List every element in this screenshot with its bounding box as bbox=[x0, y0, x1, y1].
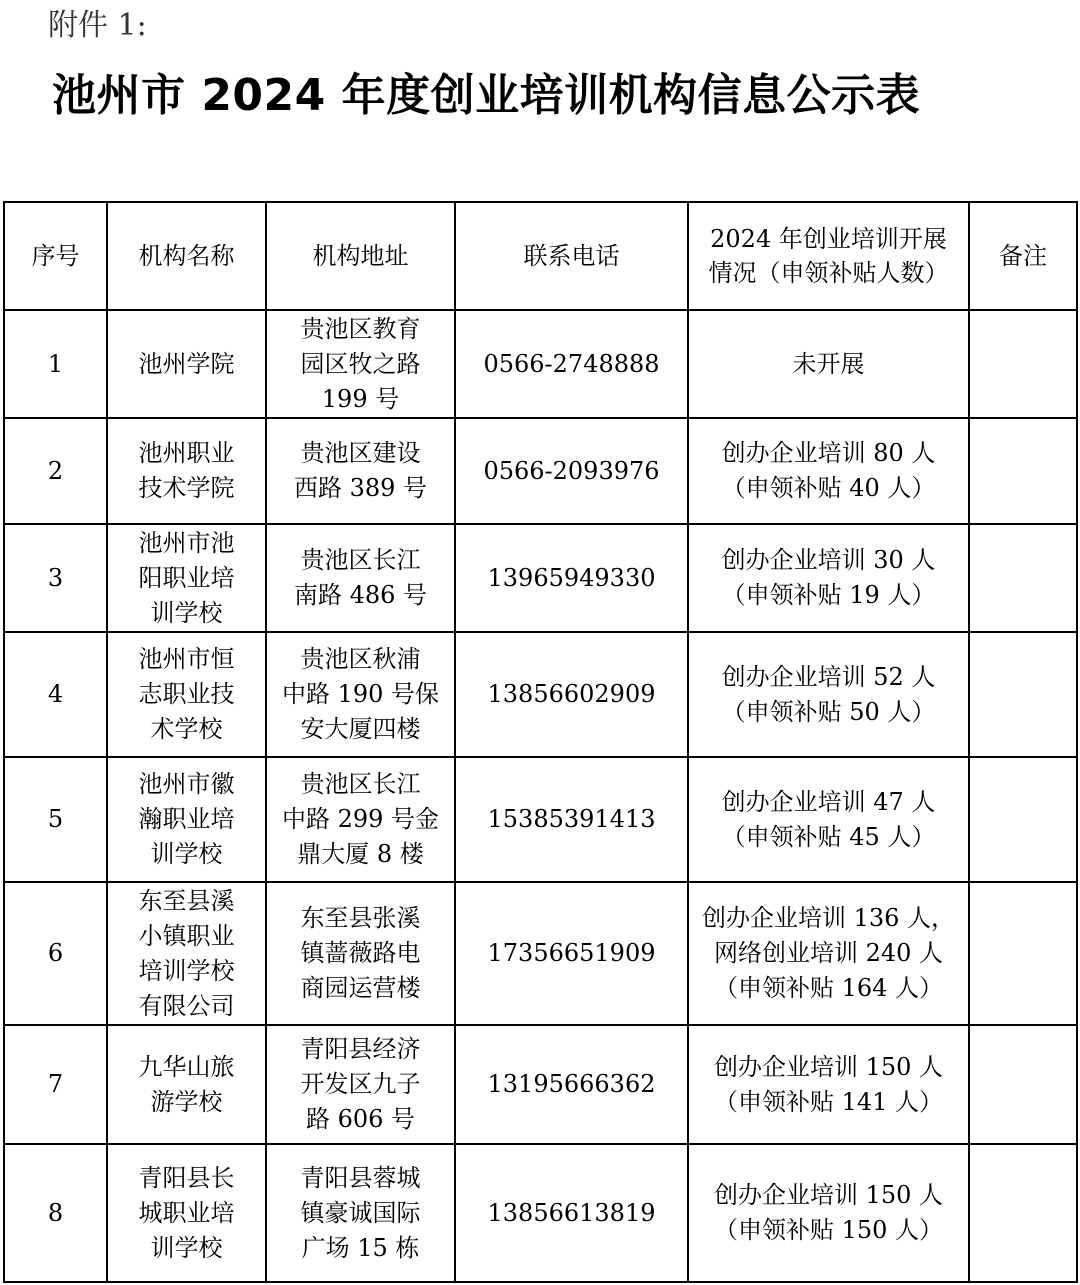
cell-address-line: 东至县张溪 bbox=[300, 904, 421, 932]
cell-address-line: 广场 15 栋 bbox=[301, 1233, 420, 1262]
cell-name bbox=[107, 882, 266, 1025]
cell-phone: 15385391413 bbox=[455, 757, 688, 882]
table-row bbox=[4, 418, 1077, 524]
cell-seq: 8 bbox=[4, 1144, 107, 1282]
header-name: 机构名称 bbox=[107, 202, 266, 310]
cell-name-line: 技术学院 bbox=[138, 474, 235, 502]
cell-address-line: 贵池区教育 bbox=[300, 314, 421, 343]
cell-note bbox=[969, 524, 1077, 632]
cell-note bbox=[969, 418, 1077, 524]
cell-status-line: （申领补贴 45 人） bbox=[721, 822, 936, 851]
cell-status-line: （申领补贴 40 人） bbox=[721, 474, 936, 502]
cell-address bbox=[266, 418, 455, 524]
cell-name bbox=[107, 418, 266, 524]
cell-address-line: 镇蔷薇路电 bbox=[300, 939, 421, 967]
cell-name-line: 城职业培 bbox=[138, 1198, 235, 1227]
cell-status bbox=[688, 1144, 969, 1282]
cell-name-line: 池州市恒 bbox=[138, 645, 235, 673]
cell-address bbox=[266, 1025, 455, 1144]
header-phone: 联系电话 bbox=[455, 202, 688, 310]
cell-address-line: 镇豪诚国际 bbox=[300, 1198, 421, 1227]
table-row bbox=[4, 1144, 1077, 1282]
cell-seq: 4 bbox=[4, 632, 107, 757]
cell-address-line: 贵池区长江 bbox=[300, 770, 421, 798]
cell-address-line: 安大厦四楼 bbox=[300, 715, 421, 743]
cell-seq: 5 bbox=[4, 757, 107, 882]
cell-name-line: 志职业技 bbox=[138, 680, 235, 708]
cell-note bbox=[969, 1144, 1077, 1282]
cell-status-line: 创办企业培训 47 人 bbox=[721, 787, 936, 816]
cell-phone: 0566-2748888 bbox=[455, 310, 688, 418]
table-row bbox=[4, 310, 1077, 418]
cell-status-line: （申领补贴 150 人） bbox=[713, 1216, 944, 1244]
institution-table bbox=[3, 201, 1078, 1283]
cell-status bbox=[688, 632, 969, 757]
table-row bbox=[4, 757, 1077, 882]
cell-address-line: 贵池区长江 bbox=[300, 546, 421, 574]
cell-status-line: （申领补贴 50 人） bbox=[721, 697, 936, 726]
cell-status bbox=[688, 524, 969, 632]
cell-status bbox=[688, 882, 969, 1025]
cell-name bbox=[107, 524, 266, 632]
cell-address-line: 青阳县经济 bbox=[300, 1035, 421, 1063]
cell-address-line: 青阳县蓉城 bbox=[300, 1163, 421, 1192]
header-note: 备注 bbox=[969, 202, 1077, 310]
table-row bbox=[4, 632, 1077, 757]
cell-address-line: 开发区九子 bbox=[300, 1070, 421, 1098]
cell-address-line: 西路 389 号 bbox=[293, 474, 428, 502]
cell-seq: 2 bbox=[4, 418, 107, 524]
cell-name bbox=[107, 632, 266, 757]
cell-address bbox=[266, 310, 455, 418]
cell-status-line: 创办企业培训 150 人 bbox=[713, 1181, 944, 1209]
table-body bbox=[4, 310, 1077, 1282]
cell-seq: 3 bbox=[4, 524, 107, 632]
cell-name bbox=[107, 1144, 266, 1282]
cell-seq: 7 bbox=[4, 1025, 107, 1144]
cell-status-line: （申领补贴 164 人） bbox=[713, 974, 944, 1002]
cell-name-line: 池州市池 bbox=[138, 528, 235, 557]
table-row bbox=[4, 882, 1077, 1025]
cell-status bbox=[688, 1025, 969, 1144]
cell-name-line: 池州职业 bbox=[138, 439, 235, 467]
cell-phone: 13195666362 bbox=[455, 1025, 688, 1144]
cell-name-line: 瀚职业培 bbox=[138, 805, 235, 833]
cell-note bbox=[969, 882, 1077, 1025]
cell-name-line: 九华山旅 bbox=[138, 1052, 235, 1081]
cell-name-line: 游学校 bbox=[150, 1087, 223, 1116]
cell-status bbox=[688, 418, 969, 524]
cell-address-line: 鼎大厦 8 楼 bbox=[297, 840, 424, 868]
cell-phone: 17356651909 bbox=[455, 882, 688, 1025]
cell-address bbox=[266, 524, 455, 632]
cell-name-line: 东至县溪 bbox=[138, 886, 235, 915]
cell-address-line: 南路 486 号 bbox=[293, 581, 428, 609]
cell-seq: 1 bbox=[4, 310, 107, 418]
cell-phone: 13965949330 bbox=[455, 524, 688, 632]
table-row bbox=[4, 1025, 1077, 1144]
header-status bbox=[688, 202, 969, 310]
cell-name-line: 培训学校 bbox=[138, 956, 235, 985]
attachment-label: 附件 1: bbox=[48, 8, 147, 43]
cell-note bbox=[969, 310, 1077, 418]
cell-address bbox=[266, 1144, 455, 1282]
cell-status-line: （申领补贴 19 人） bbox=[721, 581, 936, 609]
header-status-line: 情况（申领补贴人数） bbox=[708, 259, 949, 287]
cell-name bbox=[107, 1025, 266, 1144]
cell-phone: 0566-2093976 bbox=[455, 418, 688, 524]
cell-name-line: 有限公司 bbox=[138, 991, 235, 1020]
cell-name-line: 训学校 bbox=[150, 598, 223, 627]
cell-status-line: 创办企业培训 30 人 bbox=[721, 546, 936, 574]
cell-address-line: 路 606 号 bbox=[305, 1105, 416, 1133]
cell-phone: 13856602909 bbox=[455, 632, 688, 757]
cell-name-line: 阳职业培 bbox=[138, 563, 235, 592]
cell-status-line: 未开展 bbox=[792, 349, 865, 378]
cell-status-line: （申领补贴 141 人） bbox=[713, 1087, 944, 1116]
cell-name-line: 小镇职业 bbox=[138, 921, 235, 950]
cell-phone: 13856613819 bbox=[455, 1144, 688, 1282]
cell-address bbox=[266, 757, 455, 882]
cell-address-line: 中路 190 号保 bbox=[281, 680, 440, 708]
page-title: 池州市 2024 年度创业培训机构信息公示表 bbox=[52, 70, 921, 121]
cell-address-line: 199 号 bbox=[321, 384, 400, 413]
cell-note bbox=[969, 1025, 1077, 1144]
cell-address-line: 商园运营楼 bbox=[300, 974, 421, 1002]
cell-address-line: 贵池区建设 bbox=[300, 439, 421, 467]
cell-name-line: 训学校 bbox=[150, 840, 223, 868]
header-seq: 序号 bbox=[4, 202, 107, 310]
cell-name-line: 池州市徽 bbox=[138, 770, 235, 798]
cell-note bbox=[969, 632, 1077, 757]
cell-name bbox=[107, 310, 266, 418]
cell-status-line: 创办企业培训 52 人 bbox=[721, 662, 936, 691]
cell-status bbox=[688, 757, 969, 882]
cell-address-line: 园区牧之路 bbox=[300, 349, 421, 378]
cell-name-line: 训学校 bbox=[150, 1233, 223, 1262]
cell-name-line: 池州学院 bbox=[138, 349, 235, 378]
cell-name-line: 术学校 bbox=[150, 715, 223, 743]
cell-name bbox=[107, 757, 266, 882]
cell-address bbox=[266, 632, 455, 757]
cell-status-line: 创办企业培训 136 人， bbox=[701, 904, 956, 932]
table-header-row bbox=[4, 202, 1077, 310]
cell-address-line: 中路 299 号金 bbox=[281, 805, 440, 833]
cell-address bbox=[266, 882, 455, 1025]
header-status-line: 2024 年创业培训开展 bbox=[710, 225, 947, 253]
cell-status-line: 创办企业培训 80 人 bbox=[721, 439, 936, 467]
cell-status-line: 创办企业培训 150 人 bbox=[713, 1052, 944, 1081]
cell-name-line: 青阳县长 bbox=[138, 1163, 235, 1192]
header-address: 机构地址 bbox=[266, 202, 455, 310]
cell-status bbox=[688, 310, 969, 418]
cell-status-line: 网络创业培训 240 人 bbox=[713, 939, 944, 967]
cell-note bbox=[969, 757, 1077, 882]
cell-seq: 6 bbox=[4, 882, 107, 1025]
table-row bbox=[4, 524, 1077, 632]
cell-address-line: 贵池区秋浦 bbox=[300, 645, 421, 673]
